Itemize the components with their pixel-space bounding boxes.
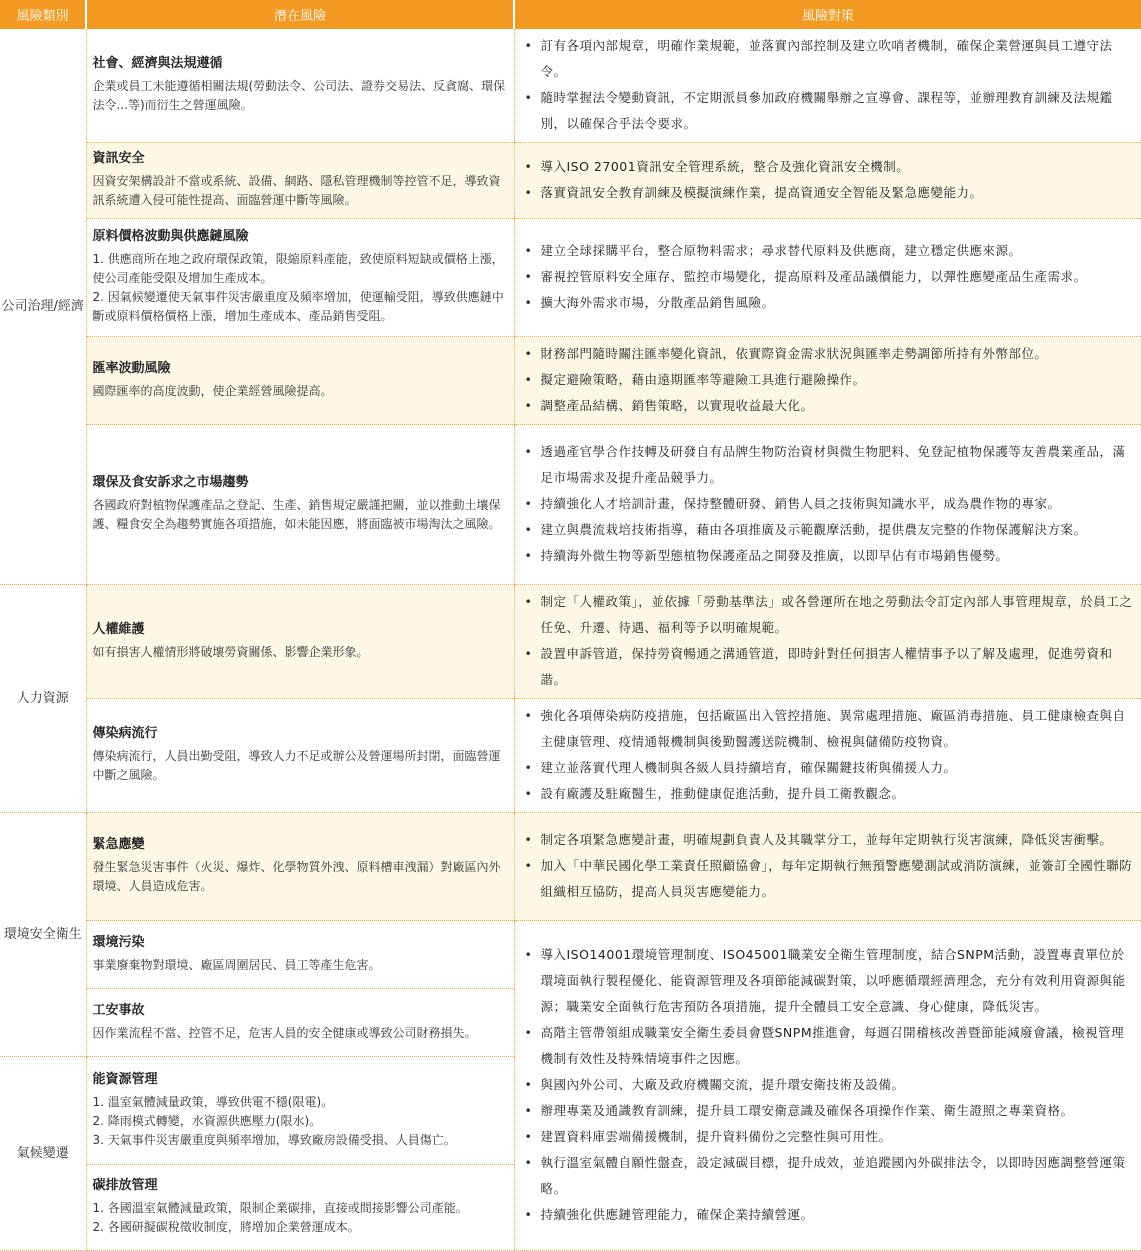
countermeasure-item: • 擬定避險策略，藉由遠期匯率等避險工具進行避險操作。 (519, 367, 1136, 393)
header-countermeasure: 風險對策 (514, 0, 1141, 29)
risk-cell (86, 337, 514, 425)
table-row (0, 699, 1141, 813)
risk-desc: 2. 各國研擬碳稅徵收制度，將增加企業營運成本。 (92, 1220, 360, 1234)
countermeasure-item: • 持續強化人才培訓計畫，保持整體研發、銷售人員之技術與知識水平，成為農作物的專家。 (519, 491, 1136, 517)
countermeasure-item: • 設有廠護及駐廠醫生，推動健康促進活動，提升員工衛教觀念。 (519, 781, 1136, 807)
countermeasure-item: • 加入「中華民國化學工業責任照顧協會」，每年定期執行無預警應變測試或消防演練，並簽訂全國性聯防組織相互協防，提高人員災害應變能力。 (519, 853, 1136, 905)
table-row (0, 585, 1141, 699)
risk-title: 能資源管理 (92, 1071, 158, 1087)
countermeasure-cell (514, 699, 1141, 813)
risk-cell (86, 1057, 514, 1165)
risk-desc: 因作業流程不當、控管不足，危害人員的安全健康或導致公司財務損失。 (92, 1025, 477, 1040)
countermeasure-item: • 建立全球採購平台，整合原物料需求；尋求替代原料及供應商，建立穩定供應來源。 (519, 238, 1136, 264)
risk-desc: 傳染病流行，人員出勤受阻，導致人力不足或辦公及營運場所封閉，面臨營運中斷之風險。 (92, 749, 501, 782)
header-row (0, 0, 1141, 29)
countermeasure-item: • 制定「人權政策」，並依據「勞動基準法」或各營運所在地之勞動法令訂定內部人事管理規章，於員工之任免、升遷、待遇、福利等予以明確規範。 (519, 589, 1136, 641)
countermeasure-item: • 建置資料庫雲端備援機制，提升資料備份之完整性與可用性。 (519, 1124, 1136, 1150)
risk-desc: 1. 供應商所在地之政府環保政策，限縮原料產能，致使原料短缺或價格上漲，使公司產能受限及增加生產成本。 (92, 252, 504, 285)
category-cell (0, 1057, 86, 1251)
risk-title: 資訊安全 (92, 151, 145, 166)
category-label: 人力資源 (16, 690, 69, 706)
countermeasure-item: • 制定各項緊急應變計畫，明確規劃負責人及其職掌分工，並每年定期執行災害演練，降低災害衝擊。 (519, 827, 1136, 853)
risk-desc: 如有損害人權情形將破壞勞資關係、影響企業形象。 (92, 644, 369, 659)
risk-desc: 2. 降雨模式轉變，水資源供應壓力(限水)。 (92, 1113, 322, 1128)
countermeasure-item: • 設置申訴管道，保持勞資暢通之溝通管道，即時針對任何損害人權情事予以了解及處理，促進勞資和諧。 (519, 641, 1136, 693)
risk-desc: 1. 溫室氣體減量政策，導致供電不穩(限電)。 (92, 1094, 334, 1109)
risk-desc: 各國政府對植物保護產品之登記、生產、銷售規定嚴謹把關，並以推動土壤保護、糧食安全為趨勢實施各項措施，如未能因應，將面臨被市場淘汰之風險。 (92, 498, 501, 531)
category-label: 氣候變遷 (16, 1145, 69, 1161)
countermeasure-item: • 調整產品結構、銷售策略，以實現收益最大化。 (519, 393, 1136, 419)
countermeasure-item: • 導入ISO 27001資訊安全管理系統，整合及強化資訊安全機制。 (519, 154, 1136, 180)
category-cell (0, 813, 86, 1057)
risk-title: 原料價格波動與供應鏈風險 (92, 229, 249, 244)
countermeasure-item: • 與國內外公司、大廠及政府機關交流，提升環安衛技術及設備。 (519, 1072, 1136, 1098)
table-row (0, 29, 1141, 143)
risk-title: 環保及食安訴求之市場趨勢 (92, 475, 249, 490)
risk-title: 緊急應變 (92, 837, 145, 852)
table-row (0, 219, 1141, 337)
countermeasure-item: • 審視控管原料安全庫存、監控市場變化，提高原料及產品議價能力，以彈性應變產品生產需求。 (519, 264, 1136, 290)
risk-cell (86, 813, 514, 921)
header-risk: 潛在風險 (86, 0, 514, 29)
countermeasure-cell (514, 143, 1141, 219)
risk-desc: 企業或員工未能遵循相關法規(勞動法令、公司法、證券交易法、反貪腐、環保法令...等)而衍生之營運風險。 (92, 79, 506, 112)
risk-cell (86, 699, 514, 813)
risk-title: 匯率波動風險 (92, 360, 171, 376)
countermeasure-item: • 透過產官學合作技轉及研發自有品牌生物防治資材與微生物肥料、免登記植物保護等友善農業產品，滿足市場需求及提升產品競爭力。 (519, 439, 1136, 491)
risk-desc: 2. 因氣候變遷使天氣事件災害嚴重度及頻率增加，使運輸受阻，導致供應鏈中斷或原料價格價格上漲，增加生產成本、產品銷售受阻。 (92, 290, 504, 323)
risk-desc: 國際匯率的高度波動，使企業經營風險提高。 (92, 383, 333, 398)
countermeasure-item: • 導入ISO14001環境管理制度、ISO45001職業安全衛生管理制度，結合SNPM活動，設置專責單位於環境面執行製程優化、能資源管理及各項節能減碳對策，以呼應循環經濟理念，充分有效利用資源與能源；職業安全面執行危害預防各項措施，提升全體員工安全意識、身心健康，降低災害。 (519, 942, 1136, 1020)
countermeasure-item: • 隨時掌握法令變動資訊，不定期派員參加政府機關舉辦之宣導會、課程等，並辦理教育訓練及法規鑑別，以確保合乎法令要求。 (519, 85, 1136, 137)
header-category: 風險類別 (0, 0, 86, 29)
countermeasure-item: • 財務部門隨時關注匯率變化資訊，依實際資金需求狀況與匯率走勢調節所持有外幣部位。 (519, 341, 1136, 367)
risk-desc: 事業廢棄物對環境、廠區周圍居民、員工等產生危害。 (92, 957, 381, 972)
table-row (0, 337, 1141, 425)
countermeasure-cell-shared (514, 921, 1141, 1251)
category-label: 公司治理/經濟 (1, 298, 84, 314)
risk-title: 碳排放管理 (92, 1178, 158, 1193)
countermeasure-item: • 持續強化供應鏈管理能力，確保企業持續營運。 (519, 1202, 1136, 1228)
countermeasure-cell (514, 585, 1141, 699)
table-row (0, 921, 1141, 989)
countermeasure-item: • 高階主管帶領組成職業安全衛生委員會暨SNPM推進會，每週召開稽核改善暨節能減廢會議，檢視管理機制有效性及特殊情境事件之因應。 (519, 1020, 1136, 1072)
countermeasure-cell (514, 219, 1141, 337)
category-label: 環境安全衛生 (3, 926, 82, 942)
category-cell (0, 585, 86, 813)
countermeasure-cell (514, 425, 1141, 585)
countermeasure-item: • 建立與農流栽培技術指導，藉由各項推廣及示範觀摩活動，提供農友完整的作物保護解決方案。 (519, 517, 1136, 543)
risk-desc: 發生緊急災害事件（火災、爆炸、化學物質外洩、原料槽車洩漏）對廠區內外環境、人員造成危害。 (92, 860, 501, 893)
risk-cell (86, 143, 514, 219)
countermeasure-item: • 辦理專業及通識教育訓練，提升員工環安衛意識及確保各項操作作業、衛生證照之專業資格。 (519, 1098, 1136, 1124)
countermeasure-item: • 訂有各項內部規章，明確作業規範，並落實內部控制及建立吹哨者機制，確保企業營運與員工遵守法令。 (519, 33, 1136, 85)
table-row (0, 813, 1141, 921)
risk-desc: 因資安架構設計不當或系統、設備、網路、隱私管理機制等控管不足，導致資訊系統遭入侵可能性提高、面臨營運中斷等風險。 (92, 174, 501, 207)
risk-title: 社會、經濟與法規遵循 (92, 56, 223, 71)
risk-title: 工安事故 (92, 1002, 145, 1018)
risk-cell (86, 1165, 514, 1251)
risk-cell (86, 425, 514, 585)
countermeasure-cell (514, 29, 1141, 143)
countermeasure-item: • 執行溫室氣體自願性盤查，設定減碳目標，提升成效，並追蹤國內外碳排法令，以即時因應調整營運策略。 (519, 1150, 1136, 1202)
risk-cell (86, 921, 514, 989)
table-row (0, 143, 1141, 219)
countermeasure-item: • 擴大海外需求市場，分散產品銷售風險。 (519, 290, 1136, 316)
risk-cell (86, 219, 514, 337)
risk-cell (86, 585, 514, 699)
risk-title: 環境污染 (92, 934, 145, 950)
risk-title: 傳染病流行 (92, 726, 158, 741)
risk-desc: 1. 各國溫室氣體減量政策，限制企業碳排，直接或間接影響公司產能。 (92, 1201, 468, 1215)
countermeasure-cell (514, 813, 1141, 921)
table-row (0, 425, 1141, 585)
risk-cell (86, 989, 514, 1057)
countermeasure-item: • 持續海外微生物等新型態植物保護產品之開發及推廣，以即早佔有市場銷售優勢。 (519, 543, 1136, 569)
risk-title: 人權維護 (92, 621, 145, 637)
risk-cell (86, 29, 514, 143)
countermeasure-item: • 強化各項傳染病防疫措施，包括廠區出入管控措施、異常處理措施、廠區消毒措施、員工健康檢查與自主健康管理、疫情通報機制與後勤醫護送院機制、檢視與儲備防疫物資。 (519, 703, 1136, 755)
risk-desc: 3. 天氣事件災害嚴重度與頻率增加，導致廠房設備受損、人員傷亡。 (92, 1132, 456, 1147)
countermeasure-item: • 落實資訊安全教育訓練及模擬演練作業，提高資通安全智能及緊急應變能力。 (519, 180, 1136, 206)
countermeasure-item: • 建立並落實代理人機制與各級人員持續培育，確保關鍵技術與備援人力。 (519, 755, 1136, 781)
countermeasure-cell (514, 337, 1141, 425)
category-cell (0, 29, 86, 585)
